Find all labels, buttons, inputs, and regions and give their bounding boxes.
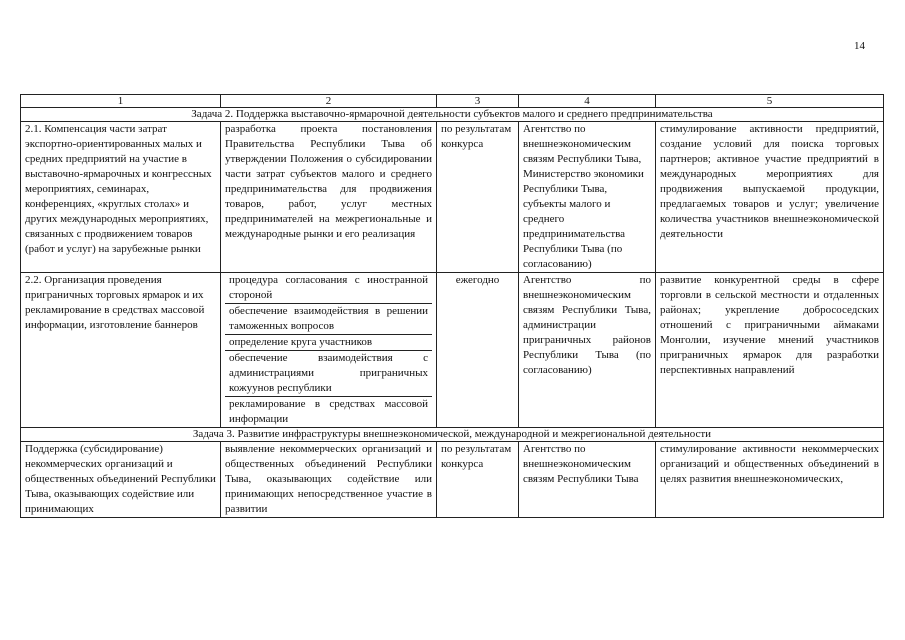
task-row — [21, 108, 884, 122]
result-cell: стимулирование активности некоммерческих организаций и общественных объединений в целях развития внешнеэкономических, — [656, 442, 884, 518]
activity-item: обеспечение взаимодействия с администрациями приграничных кожуунов республики — [225, 351, 432, 397]
measure-cell: 2.2. Организация проведения приграничных торговых ярмарок и их рекламирование в средствах массовой информации, изготовление баннеров — [21, 273, 221, 428]
table-row — [21, 442, 884, 518]
activity-cell: разработка проекта постановления Правительства Республики Тыва об утверждении Положения о субсидировании части затрат субъектов малого и среднего предпринимательства для продвижения товаров, работ, услуг местных предпринимателей на межрегиональные и международные рынки и его реализация — [221, 122, 437, 273]
page-number: 14 — [854, 40, 865, 52]
activity-cell — [221, 273, 437, 428]
activity-item: процедура согласования с иностранной стороной — [225, 273, 432, 304]
task-row — [21, 428, 884, 442]
result-cell: развитие конкурентной среды в сфере торговли в сельской местности и отдаленных районах; укрепление добрососедских отношений с приграничными аймаками Монголии, изучение мнений участников приграничных ярмарок для разработки перспективных направлений — [656, 273, 884, 428]
table-row — [21, 122, 884, 273]
header-cell: 4 — [519, 95, 656, 108]
activity-item: рекламирование в средствах массовой информации — [229, 398, 428, 425]
deadline-cell: по результатам конкурса — [437, 122, 519, 273]
header-row — [21, 95, 884, 108]
header-cell: 1 — [21, 95, 221, 108]
header-cell: 2 — [221, 95, 437, 108]
program-table — [20, 94, 884, 518]
measure-cell: 2.1. Компенсация части затрат экспортно-ориентированных малых и средних предприятий на участие в выставочно-ярмарочных и конгрессных мероприятиях, семинарах, конференциях, «круглых столах» и других международных мероприятиях, связанных с продвижением товаров (работ и услуг) на зарубежные рынки — [21, 122, 221, 273]
header-cell: 3 — [437, 95, 519, 108]
deadline-cell: ежегодно — [437, 273, 519, 428]
task2-title: Задача 2. Поддержка выставочно-ярмарочной деятельности субъектов малого и среднего предпринимательства — [21, 108, 884, 122]
responsible-cell: Агентство по внешнеэкономическим связям Республики Тыва, Министерство экономики Республики Тыва, субъекты малого и среднего предпринимательства Республики Тыва (по согласованию) — [519, 122, 656, 273]
activity-cell: выявление некоммерческих организаций и общественных объединений Республики Тыва, оказывающих содействие или принимающих непосредственное участие в развитии — [221, 442, 437, 518]
measure-cell: Поддержка (субсидирование) некоммерческих организаций и общественных объединений Республики Тыва, оказывающих содействие или принимающих — [21, 442, 221, 518]
activity-item: обеспечение взаимодействия в решении таможенных вопросов — [225, 304, 432, 335]
result-cell: стимулирование активности предприятий, создание условий для поиска торговых партнеров; активное участие предприятий в международных мероприятиях для продвижения выпускаемой продукции, предлагаемых товаров и услуг; увеличение количества участников внешнеэкономической деятельности — [656, 122, 884, 273]
table-row — [21, 273, 884, 428]
responsible-cell: Агентство по внешнеэкономическим связям Республики Тыва, администрации приграничных районов Республики Тыва (по согласованию) — [519, 273, 656, 428]
task3-title: Задача 3. Развитие инфраструктуры внешнеэкономической, международной и межрегиональной деятельности — [21, 428, 884, 442]
responsible-cell: Агентство по внешнеэкономическим связям Республики Тыва — [519, 442, 656, 518]
header-cell: 5 — [656, 95, 884, 108]
deadline-cell: по результатам конкурса — [437, 442, 519, 518]
activity-item: определение круга участников — [225, 335, 432, 351]
